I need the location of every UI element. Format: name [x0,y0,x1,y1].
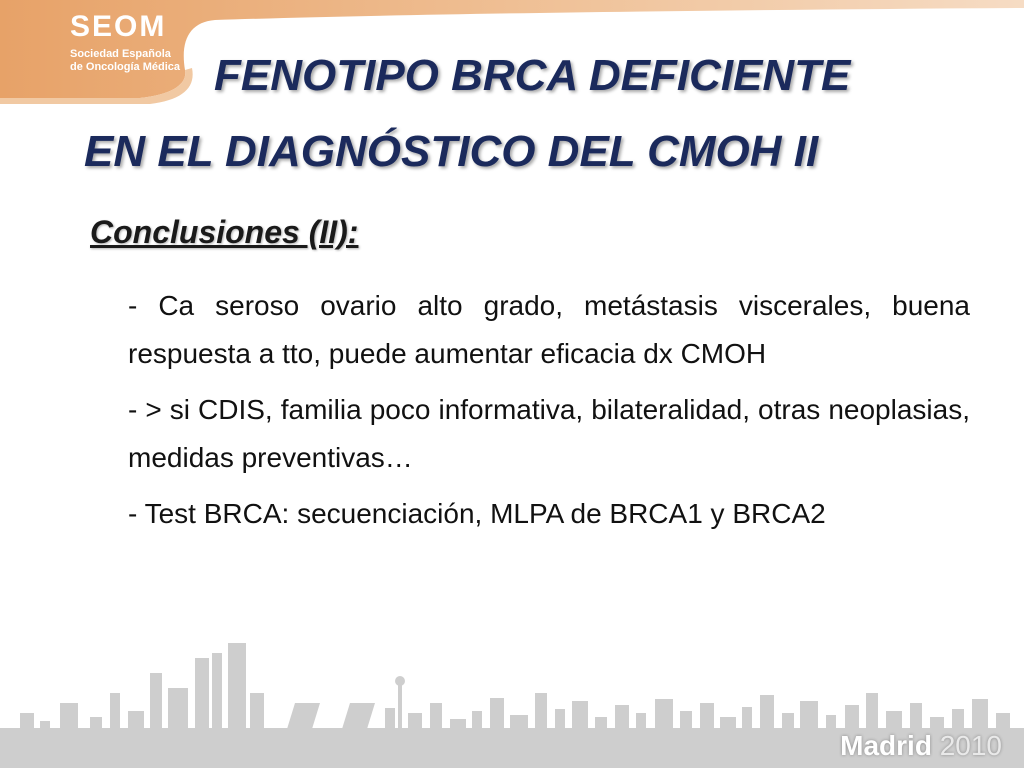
logo-subtitle-line1: Sociedad Española [70,48,171,60]
bullet-item: - > si CDIS, familia poco informativa, bilateralidad, otras neoplasias, medidas preventivas… [128,394,970,473]
logo-name: SEOM [70,10,167,43]
bullet-item: - Test BRCA: secuenciación, MLPA de BRCA1 y BRCA2 [128,498,826,529]
bullet-list [128,282,970,546]
logo-subtitle-line2: de Oncología Médica [70,61,181,73]
footer-brand [840,730,1002,762]
slide-title-line1: FENOTIPO BRCA DEFICIENTE [214,51,851,100]
slide-title-line2: EN EL DIAGNÓSTICO DEL CMOH II [84,127,819,176]
footer-city: Madrid [840,730,932,761]
logo-subtitle [70,48,190,74]
seom-logo [70,12,190,82]
bullet-item: - Ca seroso ovario alto grado, metástasis viscerales, buena respuesta a tto, puede aumentar eficacia dx CMOH [128,290,970,369]
section-subtitle: Conclusiones (II): [90,214,359,250]
footer-year: 2010 [939,730,1002,761]
